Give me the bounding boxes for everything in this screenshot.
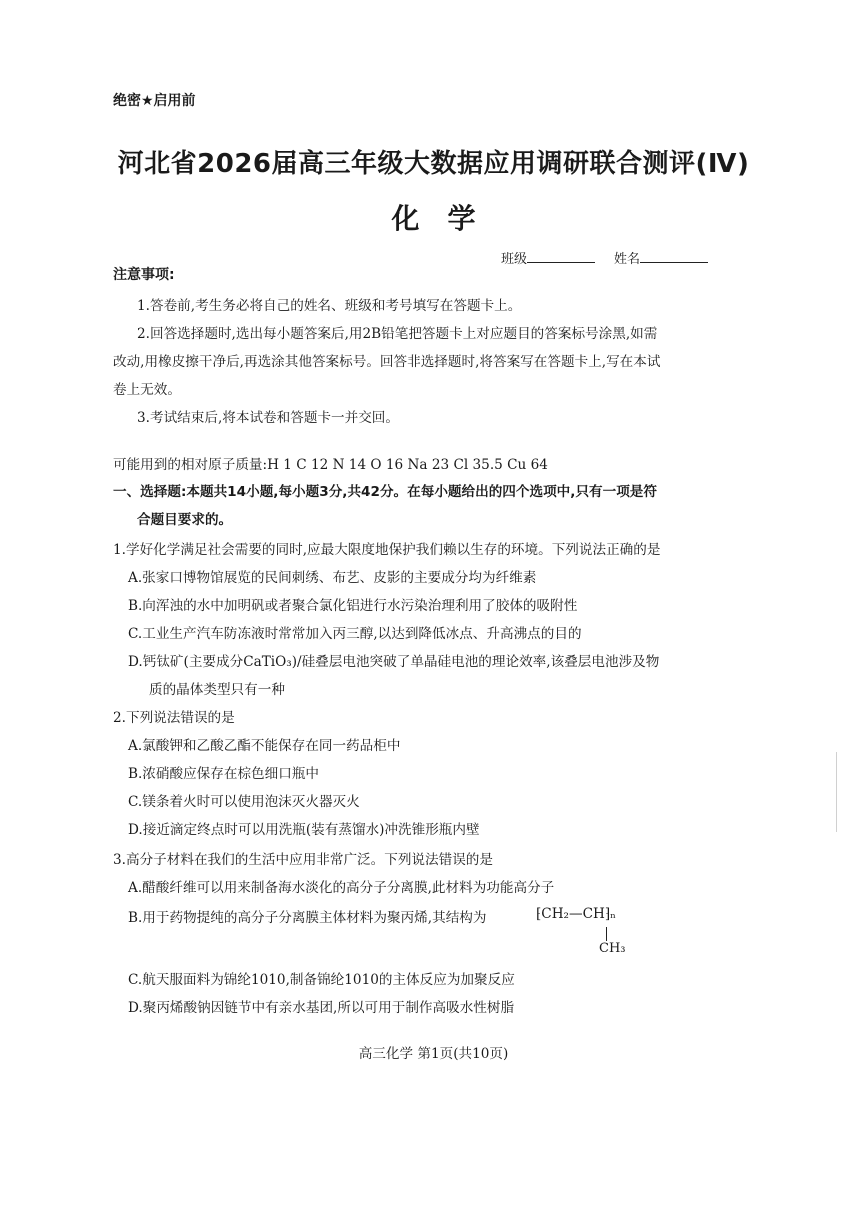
page-footer: 高三化学 第1页(共10页) [358, 1046, 509, 1062]
question-2-option-c: C.镁条着火时可以使用泡沫灭火器灭火 [128, 794, 360, 810]
atomic-masses: 可能用到的相对原子质量:H 1 C 12 N 14 O 16 Na 23 Cl 35.5 Cu 64 [113, 457, 548, 473]
name-field [614, 248, 708, 267]
notice-item: 3.考试结束后,将本试卷和答题卡一并交回。 [137, 410, 399, 426]
question-3-option-a: A.醋酸纤维可以用来制备海水淡化的高分子分离膜,此材料为功能高分子 [128, 880, 555, 896]
notice-item: 改动,用橡皮擦干净后,再选涂其他答案标号。回答非选择题时,将答案写在答题卡上,写在本试 [113, 354, 661, 370]
exam-title: 河北省2026届高三年级大数据应用调研联合测评(Ⅳ) [117, 149, 750, 179]
binding-margin-mark [836, 752, 837, 832]
subject-title: 化学 [391, 202, 504, 235]
name-label: 姓名 [614, 252, 641, 267]
question-2-option-a: A.氯酸钾和乙酸乙酯不能保存在同一药品柜中 [128, 738, 401, 754]
polypropylene-formula: ⁅CH₂—CH⁆ₙ [536, 906, 617, 922]
confidential-label: 绝密★启用前 [113, 93, 196, 109]
notice-item: 1.答卷前,考生务必将自己的姓名、班级和考号填写在答题卡上。 [137, 298, 522, 314]
question-3-option-c: C.航天服面料为锦纶1010,制备锦纶1010的主体反应为加聚反应 [128, 972, 515, 988]
class-blank [527, 250, 595, 263]
question-3-option-d: D.聚丙烯酸钠因链节中有亲水基团,所以可用于制作高吸水性树脂 [128, 1000, 515, 1016]
question-1-option-a: A.张家口博物馆展览的民间刺绣、布艺、皮影的主要成分均为纤维素 [128, 570, 537, 586]
class-field [501, 248, 595, 267]
notice-heading: 注意事项: [113, 267, 175, 283]
polypropylene-methyl: CH₃ [599, 941, 626, 956]
class-label: 班级 [501, 252, 528, 267]
question-1-stem: 1.学好化学满足社会需要的同时,应最大限度地保护我们赖以生存的环境。下列说法正确的是 [113, 542, 661, 558]
section-heading-cont: 合题目要求的。 [137, 512, 233, 528]
question-3-stem: 3.高分子材料在我们的生活中应用非常广泛。下列说法错误的是 [113, 852, 493, 868]
question-3-option-b: B.用于药物提纯的高分子分离膜主体材料为聚丙烯,其结构为 [128, 910, 487, 926]
formula-bond-line [606, 927, 607, 941]
question-2-option-d: D.接近滴定终点时可以用洗瓶(装有蒸馏水)冲洗锥形瓶内壁 [128, 822, 480, 838]
notice-item: 2.回答选择题时,选出每小题答案后,用2B铅笔把答题卡上对应题目的答案标号涂黑,如需 [137, 326, 658, 342]
question-1-option-b: B.向浑浊的水中加明矾或者聚合氯化铝进行水污染治理利用了胶体的吸附性 [128, 598, 578, 614]
question-2-stem: 2.下列说法错误的是 [113, 710, 235, 726]
section-heading: 一、选择题:本题共14小题,每小题3分,共42分。在每小题给出的四个选项中,只有一项是符 [113, 484, 657, 500]
question-1-option-c: C.工业生产汽车防冻液时常常加入丙三醇,以达到降低冰点、升高沸点的目的 [128, 626, 582, 642]
name-blank [640, 250, 708, 263]
question-1-option-d-cont: 质的晶体类型只有一种 [149, 682, 285, 698]
question-1-option-d: D.钙钛矿(主要成分CaTiO₃)/硅叠层电池突破了单晶硅电池的理论效率,该叠层电池涉及物 [128, 654, 660, 670]
notice-item: 卷上无效。 [113, 382, 181, 398]
question-2-option-b: B.浓硝酸应保存在棕色细口瓶中 [128, 766, 320, 782]
